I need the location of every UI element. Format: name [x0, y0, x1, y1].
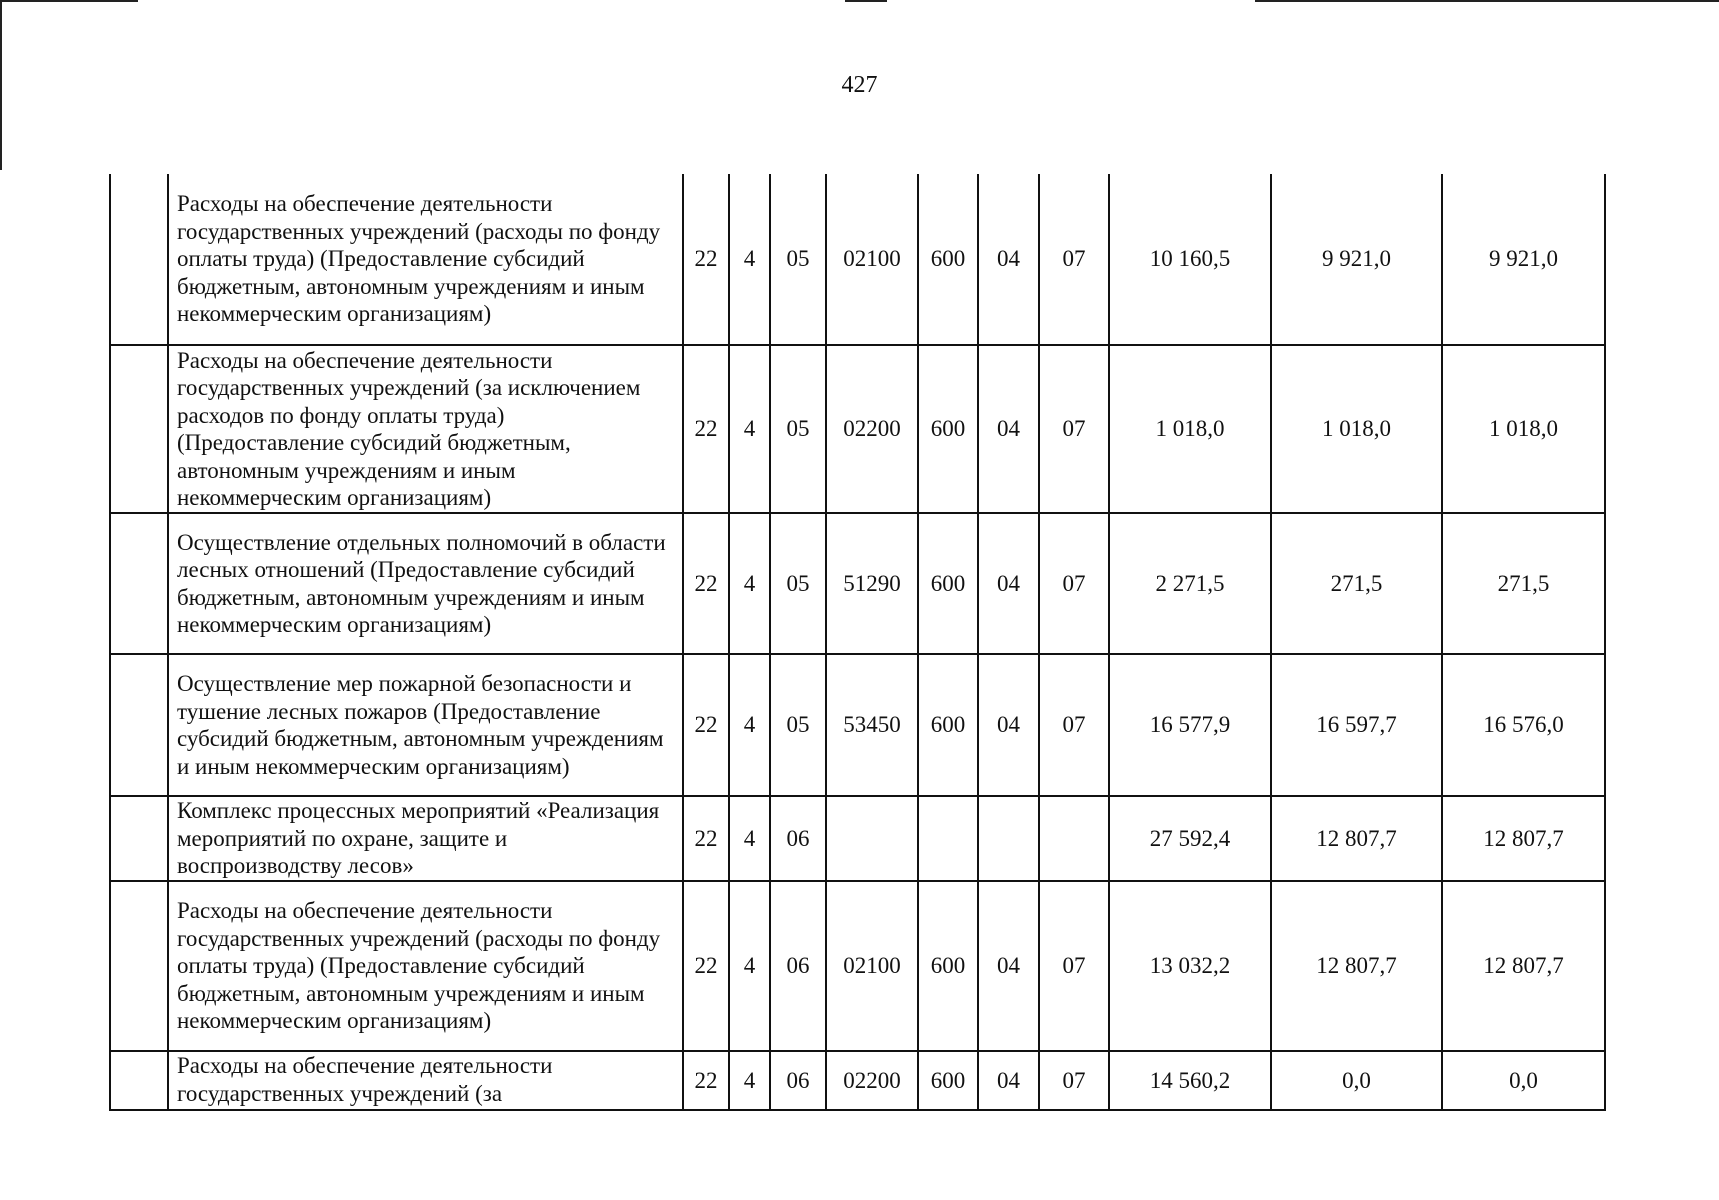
code-cell: 04: [978, 513, 1039, 654]
code-cell: 4: [729, 513, 770, 654]
code-cell: 02200: [826, 1051, 918, 1110]
table-row: [110, 345, 1605, 513]
amount-cell: 16 576,0: [1442, 654, 1605, 796]
code-cell: 51290: [826, 513, 918, 654]
amount-cell: 9 921,0: [1442, 174, 1605, 345]
amount-cell: 12 807,7: [1271, 881, 1442, 1051]
code-cell: 04: [978, 174, 1039, 345]
code-cell: 06: [770, 1051, 826, 1110]
code-cell: 22: [683, 1051, 729, 1110]
code-cell: 05: [770, 513, 826, 654]
code-cell: 600: [918, 345, 978, 513]
code-cell: [978, 796, 1039, 881]
table-row: [110, 513, 1605, 654]
amount-cell: 0,0: [1442, 1051, 1605, 1110]
index-cell: [110, 654, 168, 796]
amount-cell: 1 018,0: [1442, 345, 1605, 513]
code-cell: 07: [1039, 1051, 1109, 1110]
index-cell: [110, 1051, 168, 1110]
code-cell: 02100: [826, 881, 918, 1051]
code-cell: 02200: [826, 345, 918, 513]
code-cell: 05: [770, 345, 826, 513]
code-cell: 600: [918, 654, 978, 796]
code-cell: 22: [683, 174, 729, 345]
code-cell: 22: [683, 881, 729, 1051]
code-cell: 04: [978, 654, 1039, 796]
description-cell: Расходы на обеспечение деятельности государственных учреждений (расходы по фонду оплаты труда) (Предоставление субсидий бюджетным, автономным учреждениям и иным некоммерческим организациям): [168, 174, 683, 345]
index-cell: [110, 796, 168, 881]
amount-cell: 14 560,2: [1109, 1051, 1271, 1110]
code-cell: 53450: [826, 654, 918, 796]
code-cell: 05: [770, 654, 826, 796]
code-cell: 05: [770, 174, 826, 345]
scan-edge-top-mid: [845, 0, 887, 2]
table-row: [110, 796, 1605, 881]
code-cell: 600: [918, 881, 978, 1051]
code-cell: 4: [729, 654, 770, 796]
code-cell: [1039, 796, 1109, 881]
index-cell: [110, 174, 168, 345]
code-cell: 4: [729, 345, 770, 513]
amount-cell: 9 921,0: [1271, 174, 1442, 345]
code-cell: 07: [1039, 345, 1109, 513]
code-cell: 22: [683, 796, 729, 881]
scan-edge-top-left: [0, 0, 138, 2]
amount-cell: 1 018,0: [1109, 345, 1271, 513]
amount-cell: 1 018,0: [1271, 345, 1442, 513]
amount-cell: 12 807,7: [1442, 881, 1605, 1051]
description-cell: Осуществление отдельных полномочий в области лесных отношений (Предоставление субсидий бюджетным, автономным учреждениям и иным некоммерческим организациям): [168, 513, 683, 654]
table-row: [110, 1051, 1605, 1110]
index-cell: [110, 345, 168, 513]
code-cell: 4: [729, 174, 770, 345]
description-cell: Расходы на обеспечение деятельности государственных учреждений (за исключением расходов по фонду оплаты труда) (Предоставление субсидий бюджетным, автономным учреждениям и иным некоммерческим организациям): [168, 345, 683, 513]
code-cell: 600: [918, 513, 978, 654]
code-cell: 600: [918, 174, 978, 345]
index-cell: [110, 513, 168, 654]
amount-cell: 0,0: [1271, 1051, 1442, 1110]
table-row: [110, 881, 1605, 1051]
scan-edge-top-right: [1255, 0, 1719, 2]
code-cell: 04: [978, 881, 1039, 1051]
code-cell: 07: [1039, 174, 1109, 345]
description-cell: Расходы на обеспечение деятельности государственных учреждений (за: [168, 1051, 683, 1110]
code-cell: 04: [978, 345, 1039, 513]
amount-cell: 12 807,7: [1442, 796, 1605, 881]
code-cell: 4: [729, 796, 770, 881]
amount-cell: 12 807,7: [1271, 796, 1442, 881]
code-cell: [918, 796, 978, 881]
code-cell: 06: [770, 881, 826, 1051]
index-cell: [110, 881, 168, 1051]
description-cell: Расходы на обеспечение деятельности государственных учреждений (расходы по фонду оплаты труда) (Предоставление субсидий бюджетным, автономным учреждениям и иным некоммерческим организациям): [168, 881, 683, 1051]
amount-cell: 271,5: [1271, 513, 1442, 654]
code-cell: 07: [1039, 881, 1109, 1051]
code-cell: 4: [729, 1051, 770, 1110]
description-cell: Осуществление мер пожарной безопасности и тушение лесных пожаров (Предоставление субсидий бюджетным, автономным учреждениям и иным некоммерческим организациям): [168, 654, 683, 796]
code-cell: 06: [770, 796, 826, 881]
amount-cell: 271,5: [1442, 513, 1605, 654]
code-cell: 600: [918, 1051, 978, 1110]
budget-table: [109, 174, 1606, 1111]
code-cell: 22: [683, 513, 729, 654]
description-cell: Комплекс процессных мероприятий «Реализация мероприятий по охране, защите и воспроизводству лесов»: [168, 796, 683, 881]
table-row: [110, 654, 1605, 796]
code-cell: 4: [729, 881, 770, 1051]
code-cell: 07: [1039, 513, 1109, 654]
amount-cell: 2 271,5: [1109, 513, 1271, 654]
amount-cell: 16 597,7: [1271, 654, 1442, 796]
amount-cell: 13 032,2: [1109, 881, 1271, 1051]
amount-cell: 10 160,5: [1109, 174, 1271, 345]
page-number: 427: [841, 72, 878, 98]
table-row: [110, 174, 1605, 345]
code-cell: 22: [683, 345, 729, 513]
code-cell: 07: [1039, 654, 1109, 796]
code-cell: 22: [683, 654, 729, 796]
amount-cell: 27 592,4: [1109, 796, 1271, 881]
code-cell: 02100: [826, 174, 918, 345]
code-cell: [826, 796, 918, 881]
amount-cell: 16 577,9: [1109, 654, 1271, 796]
code-cell: 04: [978, 1051, 1039, 1110]
